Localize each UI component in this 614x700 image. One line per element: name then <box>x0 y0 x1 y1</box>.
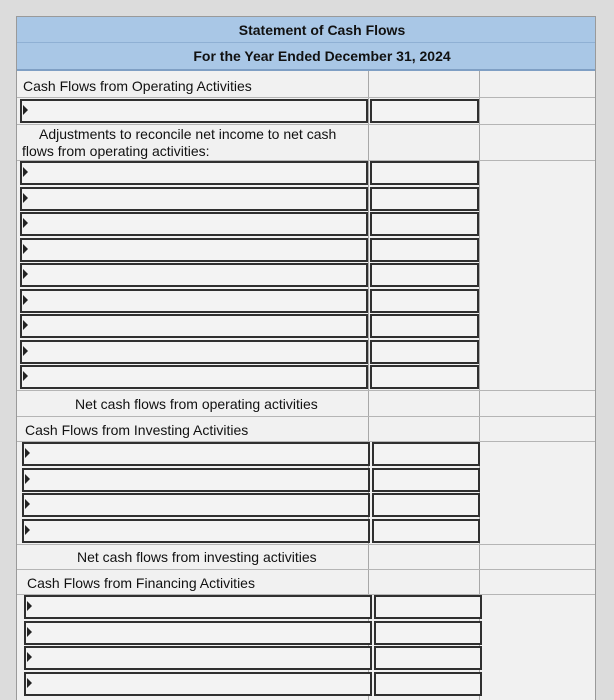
row-divider <box>17 390 596 391</box>
statement-title-text: Statement of Cash Flows <box>238 21 406 38</box>
investing-amount-input-4[interactable] <box>372 519 480 543</box>
dropdown-arrow-icon[interactable] <box>23 295 28 305</box>
adjustment-item-input-2[interactable] <box>20 187 368 211</box>
dropdown-arrow-icon[interactable] <box>23 218 28 228</box>
financing-item-input-1[interactable] <box>24 595 372 619</box>
dropdown-arrow-icon[interactable] <box>27 601 32 611</box>
dropdown-arrow-icon[interactable] <box>23 320 28 330</box>
dropdown-arrow-icon[interactable] <box>25 474 30 484</box>
dropdown-arrow-icon[interactable] <box>25 525 30 535</box>
dropdown-arrow-icon[interactable] <box>23 346 28 356</box>
row-divider <box>17 97 596 98</box>
row-divider <box>17 569 596 570</box>
adjustment-amount-input-4[interactable] <box>370 238 479 262</box>
adjustment-amount-input-5[interactable] <box>370 263 479 287</box>
investing-item-input-2[interactable] <box>22 468 370 492</box>
row-divider <box>17 544 596 545</box>
dropdown-arrow-icon[interactable] <box>25 499 30 509</box>
dropdown-arrow-icon[interactable] <box>23 167 28 177</box>
operating-section-title: Cash Flows from Operating Activities <box>23 78 252 94</box>
adjustments-label-line2: flows from operating activities: <box>22 143 210 159</box>
dropdown-arrow-icon[interactable] <box>25 448 30 458</box>
statement-subtitle-text: For the Year Ended December 31, 2024 <box>193 48 451 64</box>
adjustment-amount-input-2[interactable] <box>370 187 479 211</box>
adjustment-item-input-6[interactable] <box>20 289 368 313</box>
adjustment-item-input-1[interactable] <box>20 161 368 185</box>
adjustment-item-input-9[interactable] <box>20 365 368 389</box>
investing-net-label: Net cash flows from investing activities <box>77 549 317 565</box>
operating-item-input-0[interactable] <box>20 99 368 123</box>
investing-section-title: Cash Flows from Investing Activities <box>25 422 249 438</box>
investing-amount-input-2[interactable] <box>372 468 480 492</box>
statement-title <box>17 17 596 43</box>
financing-section-title: Cash Flows from Financing Activities <box>27 575 255 591</box>
row-divider <box>17 416 596 417</box>
investing-amount-input-1[interactable] <box>372 442 480 466</box>
adjustment-item-input-4[interactable] <box>20 238 368 262</box>
financing-amount-input-2[interactable] <box>374 621 482 645</box>
dropdown-arrow-icon[interactable] <box>27 678 32 688</box>
investing-item-input-4[interactable] <box>22 519 370 543</box>
adjustment-amount-input-7[interactable] <box>370 314 479 338</box>
investing-amount-input-3[interactable] <box>372 493 480 517</box>
adjustment-amount-input-8[interactable] <box>370 340 479 364</box>
financing-item-input-4[interactable] <box>24 672 372 696</box>
dropdown-arrow-icon[interactable] <box>27 627 32 637</box>
financing-item-input-2[interactable] <box>24 621 372 645</box>
adjustment-item-input-5[interactable] <box>20 263 368 287</box>
dropdown-arrow-icon[interactable] <box>23 193 28 203</box>
financing-amount-input-4[interactable] <box>374 672 482 696</box>
investing-item-input-1[interactable] <box>22 442 370 466</box>
adjustment-amount-input-3[interactable] <box>370 212 479 236</box>
dropdown-arrow-icon[interactable] <box>23 105 28 115</box>
dropdown-arrow-icon[interactable] <box>23 244 28 254</box>
adjustments-label-line1: Adjustments to reconcile net income to net cash <box>39 126 337 142</box>
financing-amount-input-1[interactable] <box>374 595 482 619</box>
adjustment-item-input-8[interactable] <box>20 340 368 364</box>
statement-subtitle <box>17 43 596 71</box>
adjustment-amount-input-6[interactable] <box>370 289 479 313</box>
row-divider <box>17 124 596 125</box>
dropdown-arrow-icon[interactable] <box>23 371 28 381</box>
adjustment-amount-input-1[interactable] <box>370 161 479 185</box>
financing-item-input-3[interactable] <box>24 646 372 670</box>
cash-flow-worksheet <box>16 16 596 700</box>
adjustment-item-input-7[interactable] <box>20 314 368 338</box>
financing-amount-input-3[interactable] <box>374 646 482 670</box>
adjustment-amount-input-9[interactable] <box>370 365 479 389</box>
dropdown-arrow-icon[interactable] <box>23 269 28 279</box>
investing-item-input-3[interactable] <box>22 493 370 517</box>
operating-amount-input-0[interactable] <box>370 99 479 123</box>
adjustment-item-input-3[interactable] <box>20 212 368 236</box>
operating-net-label: Net cash flows from operating activities <box>75 396 318 412</box>
dropdown-arrow-icon[interactable] <box>27 652 32 662</box>
